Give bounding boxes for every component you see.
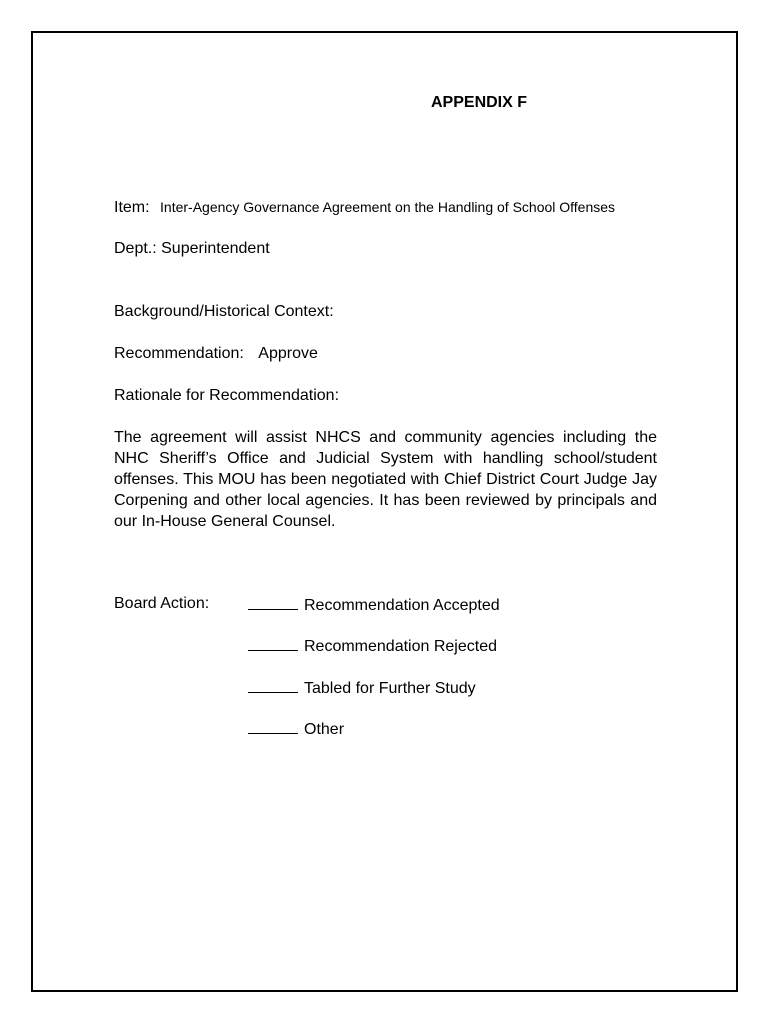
board-option-tabled	[248, 678, 476, 698]
rationale-paragraph: The agreement will assist NHCS and community agencies including the NHC Sheriff’s Office and Judicial System with handling school/student offenses. This MOU has been negotiated with Chief District Court Judge Jay Corpening and other local agencies. It has been reviewed by principals and our In-House General Counsel.	[114, 429, 657, 530]
option-label: Tabled for Further Study	[304, 680, 476, 697]
recommendation-line	[114, 345, 318, 363]
blank-line	[248, 595, 298, 610]
appendix-title: APPENDIX F	[431, 94, 528, 111]
rationale-heading: Rationale for Recommendation:	[114, 387, 340, 404]
board-option-accepted	[248, 595, 500, 615]
blank-line	[248, 719, 298, 734]
dept-line: Dept.: Superintendent	[114, 240, 270, 257]
board-action-label: Board Action:	[114, 595, 210, 612]
board-option-rejected	[248, 636, 497, 656]
option-label: Recommendation Accepted	[304, 597, 500, 614]
background-heading: Background/Historical Context:	[114, 303, 334, 320]
blank-line	[248, 678, 298, 693]
option-label: Recommendation Rejected	[304, 638, 497, 655]
board-option-other	[248, 719, 344, 739]
option-label: Other	[304, 721, 345, 738]
blank-line	[248, 636, 298, 651]
item-line	[114, 199, 615, 217]
recommendation-value: Approve	[258, 345, 318, 362]
item-value: Inter-Agency Governance Agreement on the Handling of School Offenses	[160, 199, 616, 215]
item-label: Item:	[114, 199, 150, 216]
recommendation-label: Recommendation:	[114, 345, 244, 362]
